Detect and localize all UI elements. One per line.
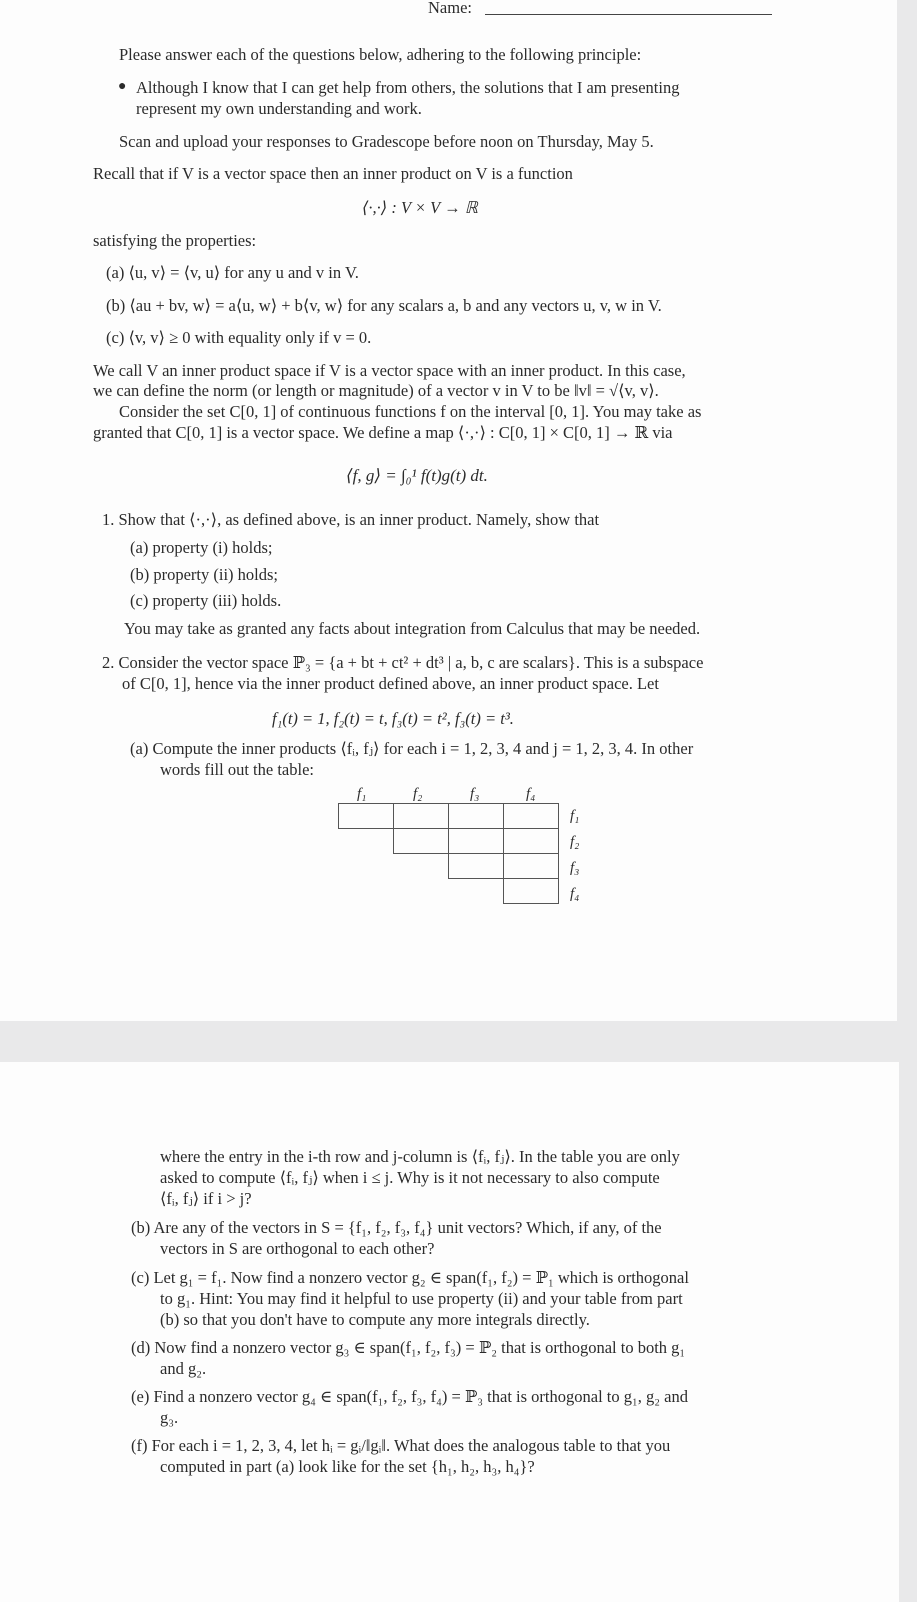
question-1a: (a) property (i) holds; [130, 538, 273, 557]
question-2d-line-1: (d) Now find a nonzero vector g₃ ∈ span(f₁, f₂, f₃) = ℙ₂ that is orthogonal to both g₁ [131, 1338, 686, 1357]
question-2a-line-1: (a) Compute the inner products ⟨fᵢ, fⱼ⟩ for each i = 1, 2, 3, 4 and j = 1, 2, 3, 4. In other [130, 739, 694, 758]
table-cell [449, 854, 504, 879]
table-row [339, 829, 559, 854]
question-2a-line-2: words fill out the table: [160, 760, 314, 779]
question-2c-line-2: to g₁. Hint: You may find it helpful to use property (ii) and your table from part [160, 1289, 683, 1308]
table-cell [394, 829, 449, 854]
property-a: (a) ⟨u, v⟩ = ⟨v, u⟩ for any u and v in V. [106, 263, 359, 282]
call-line-1: We call V an inner product space if V is a vector space with an inner product. In this case, [93, 361, 686, 380]
table-col-header: f₄ [526, 786, 536, 802]
function-definitions: f₁(t) = 1, f₂(t) = t, f₃(t) = t², f₃(t) = t³. [272, 709, 514, 728]
table-row [339, 879, 559, 904]
table-row-header: f₂ [570, 834, 580, 850]
question-2-stem-1: 2. Consider the vector space ℙ₃ = {a + bt + ct² + dt³ | a, b, c are scalars}. This is a subspace [102, 653, 704, 672]
table-row-header: f₄ [570, 886, 580, 902]
map-formula: ⟨·,·⟩ : V × V → ℝ [362, 198, 478, 217]
question-2e-line-1: (e) Find a nonzero vector g₄ ∈ span(f₁, f₂, f₃, f₄) = ℙ₃ that is orthogonal to g₁, g₂ and [131, 1387, 688, 1406]
property-c: (c) ⟨v, v⟩ ≥ 0 with equality only if v = 0. [106, 328, 372, 347]
property-b: (b) ⟨au + bv, w⟩ = a⟨u, w⟩ + b⟨v, w⟩ for any scalars a, b and any vectors u, v, w in V. [106, 296, 662, 315]
table-cell [339, 804, 394, 829]
table-cell [504, 829, 559, 854]
question-2c-line-3: (b) so that you don't have to compute any more integrals directly. [160, 1310, 590, 1329]
table-cell [504, 854, 559, 879]
question-2d-line-2: and g₂. [160, 1359, 207, 1378]
table-cell [504, 879, 559, 904]
bullet-line-1: Although I know that I can get help from others, the solutions that I am presenting [136, 78, 680, 97]
bullet-icon: ● [118, 79, 127, 94]
table-col-header: f₂ [413, 786, 423, 802]
table-col-header: f₃ [470, 786, 480, 802]
table-row-header: f₃ [570, 860, 580, 876]
where-line-3: ⟨fᵢ, fⱼ⟩ if i > j? [160, 1189, 252, 1208]
call-line-2: we can define the norm (or length or magnitude) of a vector v in V to be ‖v‖ = √⟨v, v⟩. [93, 381, 659, 400]
table-cell [394, 804, 449, 829]
table-cell-empty [339, 879, 394, 904]
table-row-header: f₁ [570, 808, 580, 824]
question-1c: (c) property (iii) holds. [130, 591, 282, 610]
satisfying-text: satisfying the properties: [93, 231, 257, 250]
name-label: Name: [428, 0, 472, 17]
question-2f-line-1: (f) For each i = 1, 2, 3, 4, let hᵢ = gᵢ/‖gᵢ‖. What does the analogous table to that you [131, 1436, 671, 1455]
integral-formula: ⟨f, g⟩ = ∫₀¹ f(t)g(t) dt. [346, 466, 488, 485]
upload-instruction: Scan and upload your responses to Gradescope before noon on Thursday, May 5. [119, 132, 654, 151]
principle-text: Please answer each of the questions below, adhering to the following principle: [119, 45, 642, 64]
table-cell [504, 804, 559, 829]
bullet-line-2: represent my own understanding and work. [136, 99, 422, 118]
consider-line-2: granted that C[0, 1] is a vector space. We define a map ⟨·,·⟩ : C[0, 1] × C[0, 1] → ℝ via [93, 423, 673, 442]
question-2b-line-1: (b) Are any of the vectors in S = {f₁, f₂, f₃, f₄} unit vectors? Which, if any, of the [131, 1218, 662, 1237]
table-row [339, 854, 559, 879]
question-1-note: You may take as granted any facts about integration from Calculus that may be needed. [124, 619, 701, 638]
question-2b-line-2: vectors in S are orthogonal to each other? [160, 1239, 435, 1258]
recall-text: Recall that if V is a vector space then an inner product on V is a function [93, 164, 573, 183]
table-cell-empty [394, 879, 449, 904]
table-cell-empty [449, 879, 504, 904]
inner-product-table [338, 803, 559, 904]
question-1b: (b) property (ii) holds; [130, 565, 279, 584]
question-2c-line-1: (c) Let g₁ = f₁. Now find a nonzero vector g₂ ∈ span(f₁, f₂) = ℙ₁ which is orthogonal [131, 1268, 689, 1287]
consider-line-1: Consider the set C[0, 1] of continuous functions f on the interval [0, 1]. You may take as [119, 402, 702, 421]
table-cell-empty [394, 854, 449, 879]
table-cell [449, 804, 504, 829]
worksheet-page-2 [0, 1062, 899, 1602]
question-2e-line-2: g₃. [160, 1408, 179, 1427]
table-cell-empty [339, 829, 394, 854]
name-blank-line [485, 14, 772, 15]
table-cell [449, 829, 504, 854]
question-1-stem: 1. Show that ⟨·,·⟩, as defined above, is an inner product. Namely, show that [102, 510, 600, 529]
where-line-1: where the entry in the i-th row and j-column is ⟨fᵢ, fⱼ⟩. In the table you are only [160, 1147, 680, 1166]
where-line-2: asked to compute ⟨fᵢ, fⱼ⟩ when i ≤ j. Why is it not necessary to also compute [160, 1168, 660, 1187]
table-cell-empty [339, 854, 394, 879]
table-row [339, 804, 559, 829]
question-2f-line-2: computed in part (a) look like for the set {h₁, h₂, h₃, h₄}? [160, 1457, 535, 1476]
question-2-stem-2: of C[0, 1], hence via the inner product defined above, an inner product space. Let [122, 674, 659, 693]
table-col-header: f₁ [357, 786, 367, 802]
